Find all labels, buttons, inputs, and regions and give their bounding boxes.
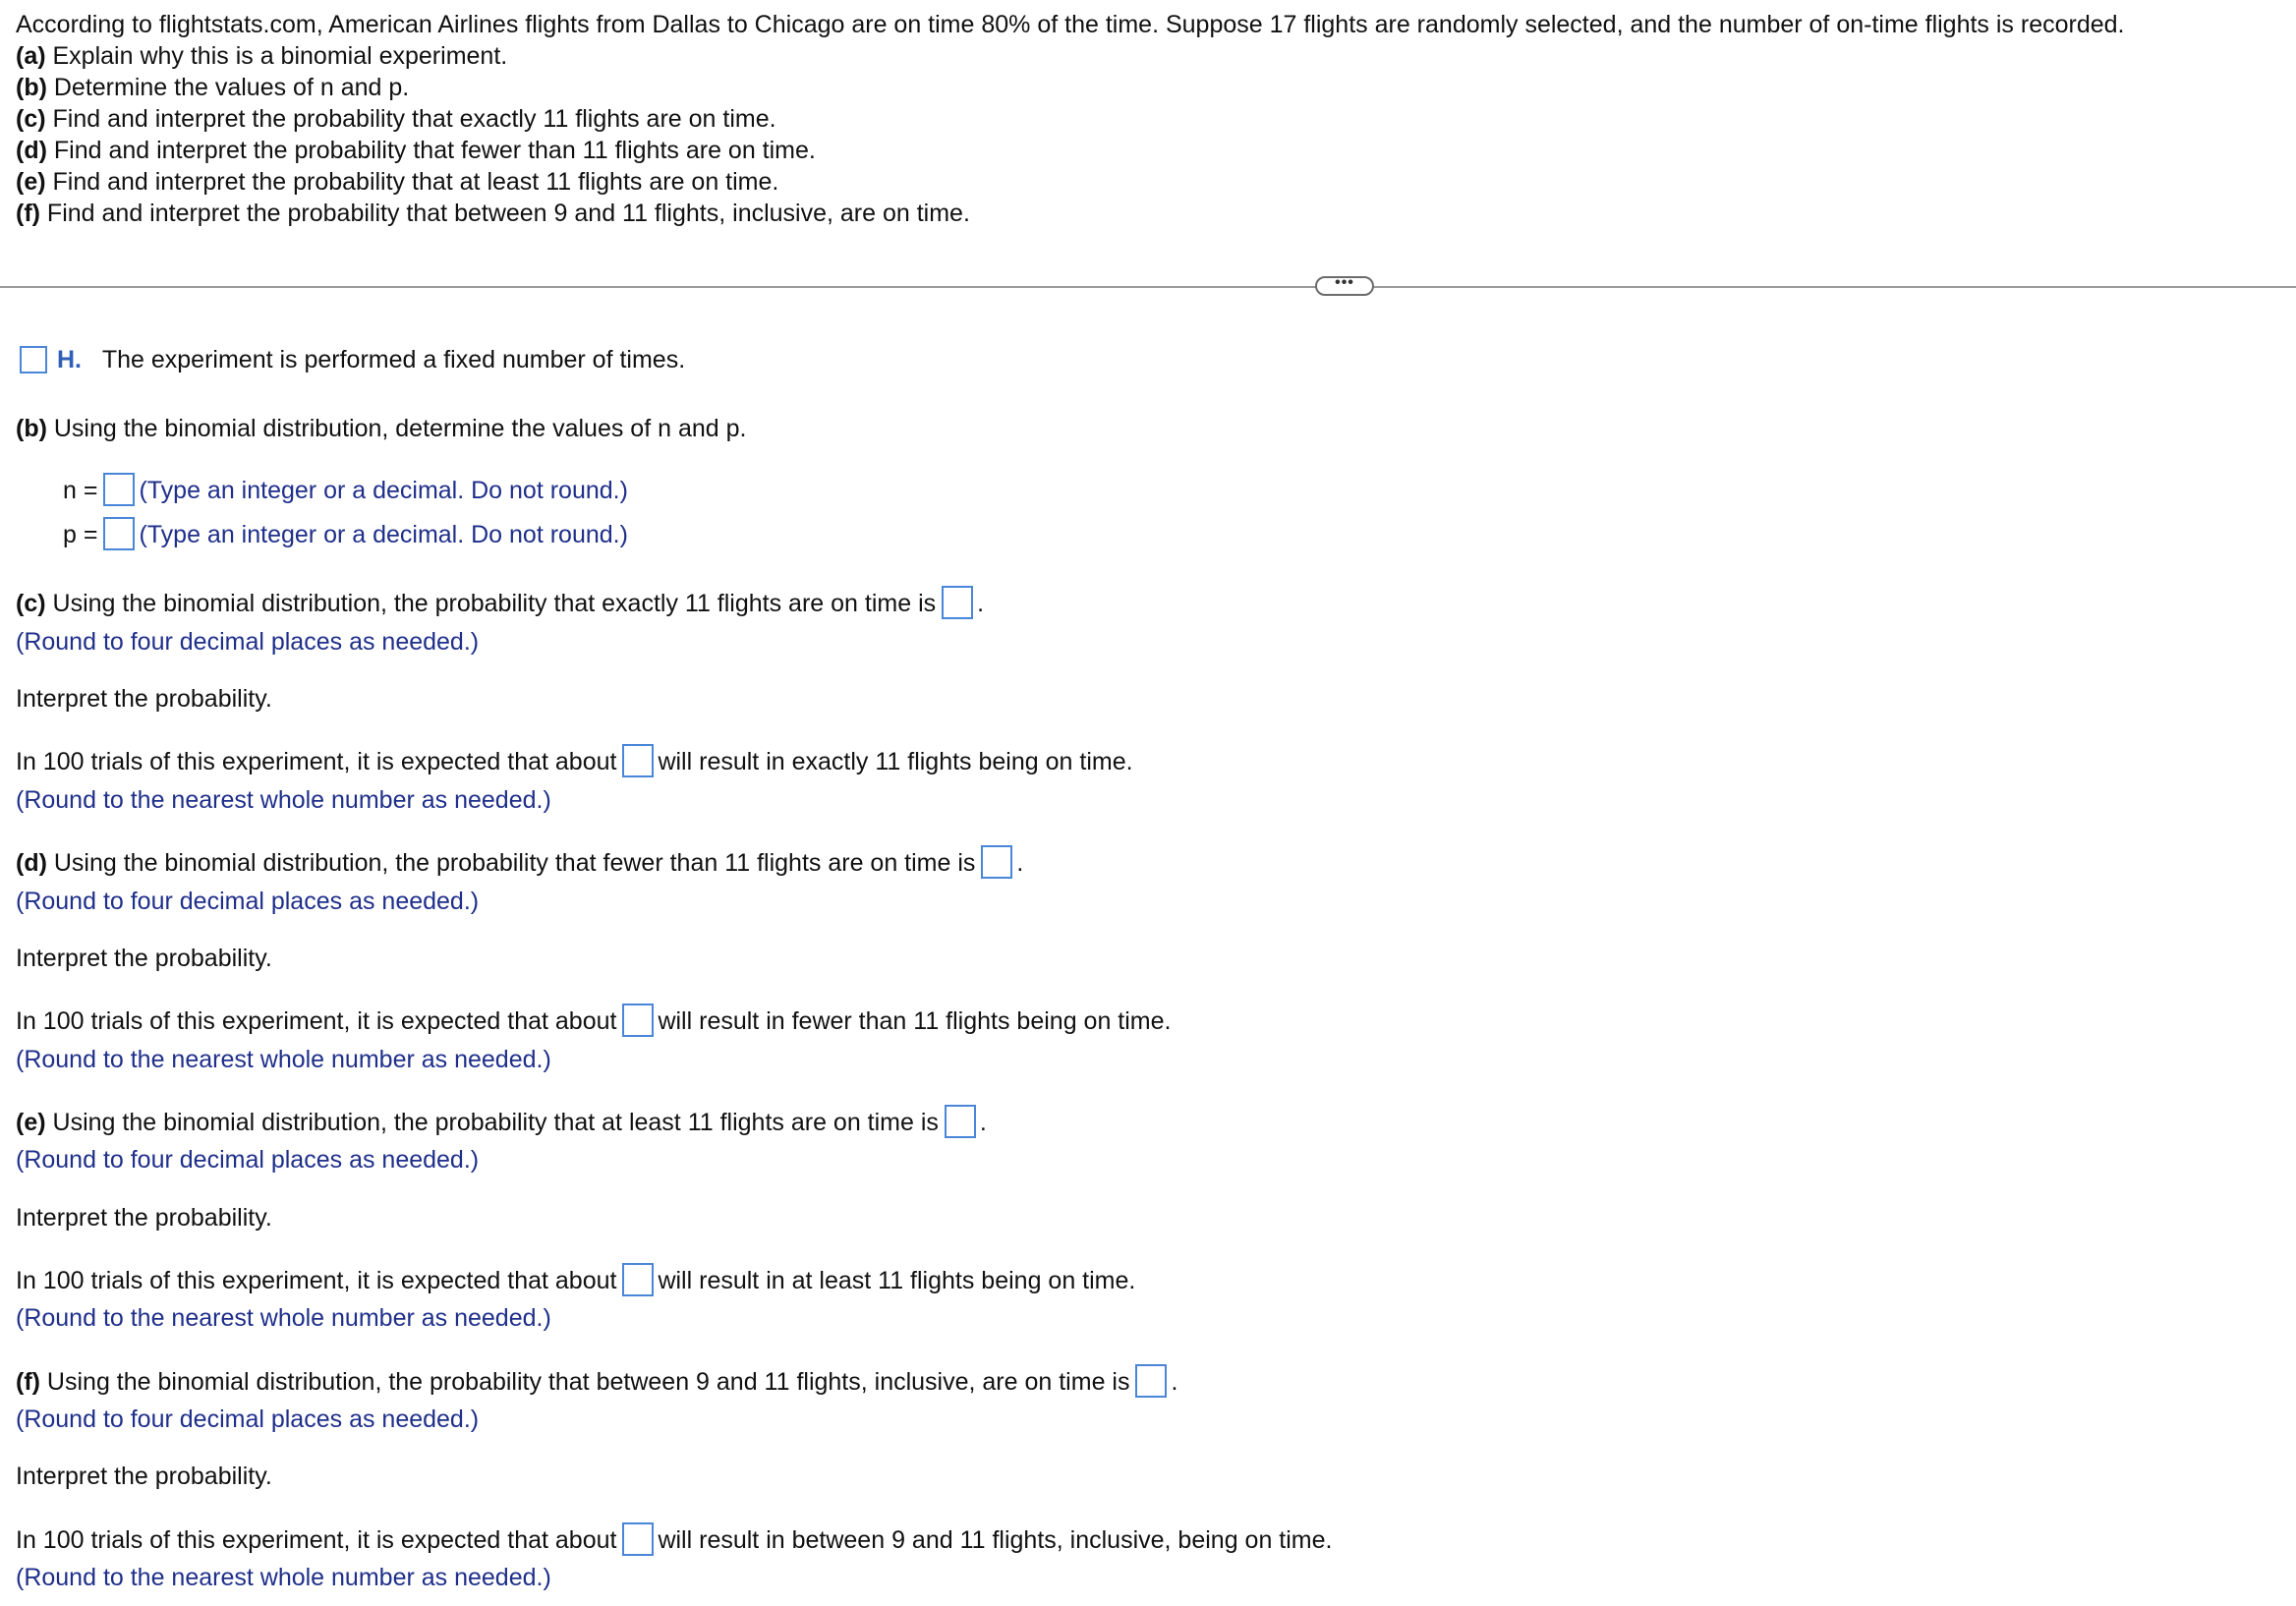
problem-part-d: [16, 135, 816, 166]
part-d-text: Find and interpret the probability that fewer than 11 flights are on time.: [46, 137, 816, 164]
part-e-text: Find and interpret the probability that at least 11 flights are on time.: [45, 168, 779, 196]
part-e-prompt: [16, 1107, 987, 1140]
part-e-trials-hint: (Round to the nearest whole number as needed.): [16, 1304, 551, 1332]
part-e-prompt-label: (e): [16, 1109, 46, 1136]
part-c-label: (c): [16, 105, 46, 133]
part-e-period: .: [979, 1109, 987, 1136]
part-d-trials-prefix: In 100 trials of this experiment, it is expected that about: [16, 1007, 617, 1035]
p-answer-box[interactable]: [103, 517, 135, 550]
part-d-probability-box[interactable]: [981, 845, 1012, 879]
part-b-text: Determine the values of n and p.: [46, 74, 410, 101]
n-label: n =: [63, 477, 98, 504]
p-hint: (Type an integer or a decimal. Do not round.): [139, 521, 628, 548]
part-e-trials-prefix: In 100 trials of this experiment, it is expected that about: [16, 1267, 617, 1294]
more-options-button[interactable]: •••: [1315, 276, 1374, 296]
part-b-label: (b): [16, 74, 47, 101]
part-c-interpret: Interpret the probability.: [16, 685, 272, 713]
problem-part-f: [16, 198, 970, 229]
part-c-trials: [16, 746, 1133, 779]
part-d-trials-hint: (Round to the nearest whole number as needed.): [16, 1046, 551, 1073]
part-f-prompt-text: Using the binomial distribution, the probability that between 9 and 11 flights, inclusive, are on time is: [39, 1368, 1130, 1396]
part-a-label: (a): [16, 42, 46, 70]
part-f-trials-suffix: will result in between 9 and 11 flights, inclusive, being on time.: [658, 1526, 1333, 1554]
part-e-label: (e): [16, 168, 46, 196]
part-c-probability-box[interactable]: [942, 586, 973, 619]
section-divider: [0, 286, 2296, 288]
part-e-trials-suffix: will result in at least 11 flights being on time.: [658, 1267, 1136, 1294]
part-c-trials-box[interactable]: [622, 744, 654, 777]
part-b-prompt-text: Using the binomial distribution, determine the values of n and p.: [46, 415, 747, 442]
part-f-round-hint: (Round to four decimal places as needed.): [16, 1405, 480, 1433]
part-f-trials-hint: (Round to the nearest whole number as needed.): [16, 1564, 551, 1591]
part-f-probability-box[interactable]: [1135, 1364, 1167, 1398]
part-e-trials: [16, 1265, 1135, 1298]
part-d-period: .: [1016, 849, 1024, 877]
part-e-trials-box[interactable]: [622, 1263, 654, 1296]
part-c-prompt: [16, 588, 984, 621]
problem-part-a: [16, 40, 507, 72]
part-e-prompt-text: Using the binomial distribution, the probability that at least 11 flights are on time is: [45, 1109, 939, 1136]
part-a-text: Explain why this is a binomial experiment.: [45, 42, 508, 70]
part-f-text: Find and interpret the probability that between 9 and 11 flights, inclusive, are on time.: [39, 200, 970, 227]
part-f-prompt-label: (f): [16, 1368, 40, 1396]
option-h-letter: H.: [57, 346, 82, 373]
part-f-interpret: Interpret the probability.: [16, 1463, 272, 1490]
part-d-prompt: [16, 847, 1023, 881]
part-c-prompt-text: Using the binomial distribution, the probability that exactly 11 flights are on time is: [45, 590, 937, 617]
part-c-text: Find and interpret the probability that exactly 11 flights are on time.: [45, 105, 776, 133]
problem-statement: According to flightstats.com, American Airlines flights from Dallas to Chicago are on time 80% of the time. Suppose 17 flights are randomly selected, and the number of on-time flights is recorded.: [16, 11, 2125, 38]
part-c-round-hint: (Round to four decimal places as needed.): [16, 628, 480, 656]
part-d-prompt-label: (d): [16, 849, 47, 877]
part-f-trials: [16, 1524, 1332, 1558]
part-d-trials-box[interactable]: [622, 1004, 654, 1037]
part-d-interpret: Interpret the probability.: [16, 945, 272, 972]
part-c-trials-prefix: In 100 trials of this experiment, it is expected that about: [16, 748, 617, 775]
part-d-prompt-text: Using the binomial distribution, the probability that fewer than 11 flights are on time is: [46, 849, 976, 877]
part-d-round-hint: (Round to four decimal places as needed.): [16, 888, 480, 915]
problem-part-c: [16, 103, 776, 135]
part-c-trials-hint: (Round to the nearest whole number as needed.): [16, 786, 551, 814]
option-h-checkbox[interactable]: [20, 346, 47, 373]
part-f-period: .: [1171, 1368, 1178, 1396]
part-b-prompt-label: (b): [16, 415, 47, 442]
part-f-prompt: [16, 1366, 1177, 1400]
option-h-text: The experiment is performed a fixed number of times.: [101, 346, 686, 373]
n-hint: (Type an integer or a decimal. Do not round.): [139, 477, 628, 504]
part-e-probability-box[interactable]: [945, 1105, 976, 1138]
n-row: [63, 475, 628, 508]
part-d-trials-suffix: will result in fewer than 11 flights being on time.: [658, 1007, 1172, 1035]
part-b-prompt: [16, 413, 746, 444]
part-e-interpret: Interpret the probability.: [16, 1204, 272, 1232]
problem-part-e: [16, 166, 778, 198]
part-f-trials-prefix: In 100 trials of this experiment, it is expected that about: [16, 1526, 617, 1554]
part-e-round-hint: (Round to four decimal places as needed.): [16, 1146, 480, 1174]
part-c-trials-suffix: will result in exactly 11 flights being on time.: [658, 748, 1133, 775]
p-row: [63, 519, 628, 552]
p-label: p =: [63, 521, 98, 548]
part-f-trials-box[interactable]: [622, 1522, 654, 1556]
part-c-period: .: [977, 590, 985, 617]
part-d-label: (d): [16, 137, 47, 164]
problem-part-b: [16, 72, 409, 103]
part-d-trials: [16, 1005, 1171, 1039]
part-c-prompt-label: (c): [16, 590, 46, 617]
option-h[interactable]: [57, 344, 685, 375]
n-answer-box[interactable]: [103, 473, 135, 506]
part-f-label: (f): [16, 200, 40, 227]
